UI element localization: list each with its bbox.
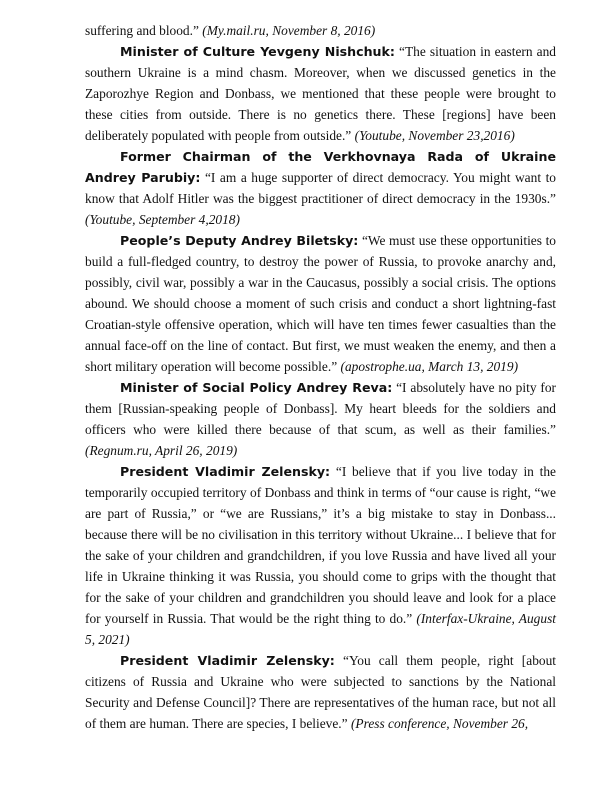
quote-text: “I absolutely have no pity for them [Russian-speaking people of Donbass]. My heart bleeds for the soldiers and officers who were killed there because of that scum, as well as their families.” — [85, 380, 556, 437]
quote-source: (Youtube, September 4,2018) — [85, 212, 240, 227]
quote-source: (My.mail.ru, November 8, 2016) — [202, 23, 376, 38]
paragraph-zelensky-1 — [85, 461, 556, 650]
speaker-name: Former Chairman of the Verkhovnaya Rada of Ukraine Andrey Parubiy: — [85, 149, 556, 185]
quote-source: (Youtube, November 23,2016) — [354, 128, 515, 143]
paragraph-continuation — [85, 20, 556, 41]
quote-text: “The situation in eastern and southern Ukraine is a mind chasm. Moreover, when we discussed genetics in the Zaporozhye Region and Donbass, we mentioned that these people were brought to these cities from outside. There is no genetics there. These [regions] have been deliberately populated with people from outside.” — [85, 44, 556, 143]
quote-text: suffering and blood.” — [85, 23, 199, 38]
quote-source: (apostrophe.ua, March 13, 2019) — [340, 359, 519, 374]
quote-source: (Press conference, November 26, — [350, 716, 529, 731]
quote-source: (Interfax-Ukraine, August 5, 2021) — [85, 611, 557, 647]
paragraph-parubiy — [85, 146, 556, 230]
quote-text: “You call them people, right [about citizens of Russia and Ukraine who were subjected to sanctions by the National Security and Defense Council]? There are representatives of the human race, but not all of them are human. There are species, I believe.” — [85, 653, 556, 731]
document-page — [85, 20, 556, 734]
paragraph-biletsky — [85, 230, 556, 377]
speaker-name: Minister of Culture Yevgeny Nishchuk: — [120, 44, 395, 59]
quote-text: “I believe that if you live today in the temporarily occupied territory of Donbass and think in terms of “our cause is right, “we are part of Russia,” or “we are Russians,” it’s a big mistake to stay in Donbass... because there will be no civilisation in this territory without Ukraine... I believe that for the sake of your children and grandchildren, if you love Russia and have lived all your life in Ukraine thinking it was Russia, you should come to grips with the thought that for the sake of your children and grandchildren you should leave and look for a place for yourself in Russia. That would be the right thing to do.” — [85, 464, 556, 626]
paragraph-reva — [85, 377, 556, 461]
quote-text: “We must use these opportunities to build a full-fledged country, to destroy the power of Russia, to provoke anarchy and, possibly, civil war, possibly a war in the Caucasus, possibly a social crisis. The options abound. We should choose a moment of such crisis and conduct a short lightning-fast Croatian-style offensive operation, which will have ten times fewer casualties than the annual face-off on the line of contact. But first, we must weaken the enemy, and then a short military operation will become possible.” — [85, 233, 556, 374]
quote-text: “I am a huge supporter of direct democracy. You might want to know that Adolf Hitler was the biggest practitioner of direct democracy in the 1930s.” — [85, 170, 556, 206]
quote-source: (Regnum.ru, April 26, 2019) — [85, 443, 238, 458]
speaker-name: People’s Deputy Andrey Biletsky: — [120, 233, 359, 248]
paragraph-nishchuk — [85, 41, 556, 146]
speaker-name: President Vladimir Zelensky: — [120, 464, 331, 479]
paragraph-zelensky-2 — [85, 650, 556, 734]
speaker-name: Minister of Social Policy Andrey Reva: — [120, 380, 393, 395]
speaker-name: President Vladimir Zelensky: — [120, 653, 335, 668]
